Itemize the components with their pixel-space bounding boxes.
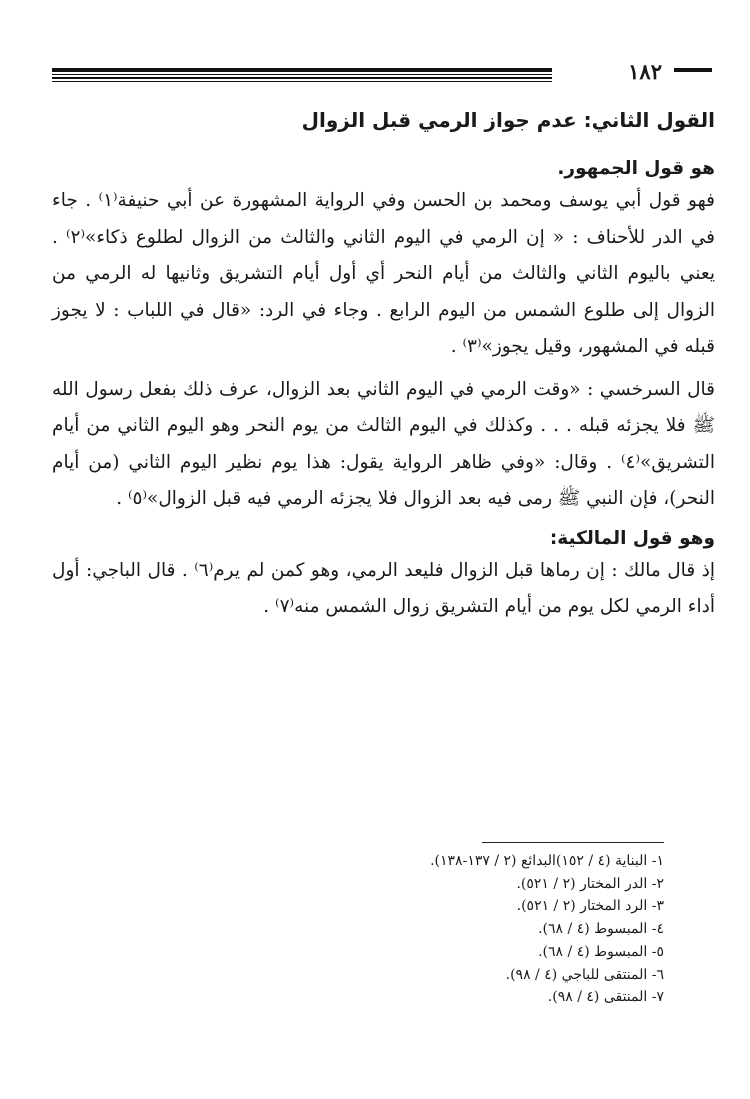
section-maliki (52, 528, 715, 626)
footnote: ٤- المبسوط (٤ / ٦٨). (538, 921, 664, 938)
page-number: ١٨٢ (628, 59, 662, 84)
paragraph: إذ قال مالك : إن رماها قبل الزوال فليعد الرمي، وهو كمن لم يرم⁽٦⁾ . قال الباجي: أول أداء الرمي لكل يوم من أيام التشريق زوال الشمس منه⁽٧⁾ . (52, 559, 715, 617)
footnote: ٥- المبسوط (٤ / ٦٨). (538, 943, 664, 960)
paragraph: فهو قول أبي يوسف ومحمد بن الحسن وفي الرواية المشهورة عن أبي حنيفة⁽١⁾ . جاء في الدر للأحناف : « إن الرمي في اليوم الثاني والثالث من الزوال لطلوع ذكاء»⁽٢⁾ . يعني باليوم الثاني والثالث من أيام النحر أي أول أيام التشريق وثانيها له الرمي من الزوال إلى طلوع الشمس من اليوم الرابع . وجاء في الرد: «قال في اللباب : لا يجوز قبله في المشهور، وقيل يجوز»⁽٣⁾ . (52, 190, 716, 357)
page-body (52, 108, 715, 632)
header-rule (52, 77, 552, 79)
header-rule (52, 68, 552, 72)
footnote: ٢- الدر المختار (٢ / ٥٢١). (516, 875, 664, 892)
footnote-separator (482, 842, 664, 843)
header-rule (52, 74, 552, 75)
section-majority (52, 158, 715, 518)
paragraph: قال السرخسي : «وقت الرمي في اليوم الثاني بعد الزوال، عرف ذلك بفعل رسول الله ﷺ فلا يجزئه قبله . . . وكذلك في اليوم الثالث من يوم النحر وهو اليوم الثاني من أيام التشريق»⁽٤⁾ . وقال: «وفي ظاهر الرواية يقول: هذا يوم نظير اليوم الثاني (من أيام النحر)، فإن النبي ﷺ رمى فيه بعد الزوال فلا يجزئه الرمي فيه قبل الزوال»⁽٥⁾ . (52, 378, 715, 509)
page-heading: القول الثاني: عدم جواز الرمي قبل الزوال (301, 108, 715, 132)
header-rule (52, 81, 552, 82)
footnotes (164, 850, 664, 1009)
footnote: ٣- الرد المختار (٢ / ٥٢١). (516, 898, 664, 915)
page-header (52, 58, 712, 92)
section-title: وهو قول المالكية: (549, 527, 715, 549)
footnote: ١- البناية (٤ / ١٥٢)البدائع (٢ / ١٣٧-١٣٨). (430, 853, 664, 869)
footnote: ٧- المنتقى (٤ / ٩٨). (547, 989, 664, 1006)
footnote: ٦- المنتقى للباجي (٤ / ٩٨). (505, 966, 664, 983)
section-title: هو قول الجمهور. (557, 158, 715, 179)
header-rule-right (674, 68, 712, 72)
